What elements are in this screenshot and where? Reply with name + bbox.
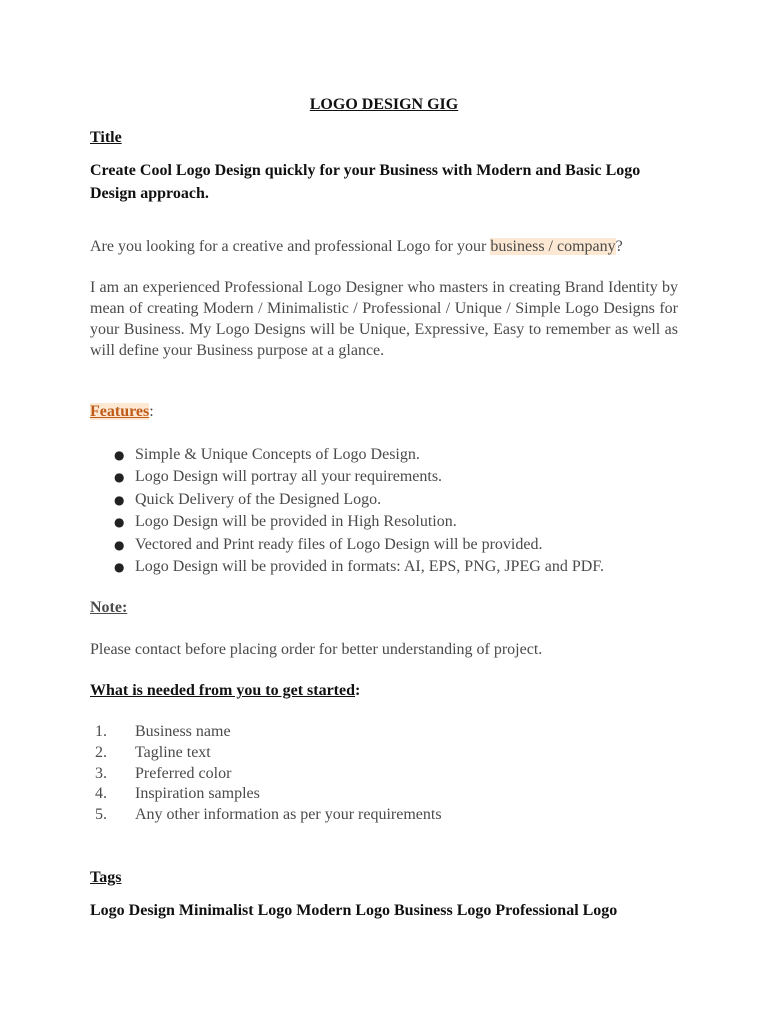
- bullet-icon: ●: [114, 560, 125, 575]
- bullet-icon: ●: [114, 448, 125, 462]
- list-item: [90, 805, 678, 826]
- list-item: [90, 511, 678, 533]
- list-item: [90, 743, 678, 764]
- needed-heading-colon: :: [355, 682, 361, 699]
- features-list: [90, 444, 678, 578]
- document-title: LOGO DESIGN GIG: [309, 96, 459, 113]
- question-paragraph: [90, 236, 678, 257]
- list-item-number: 2.: [95, 743, 107, 761]
- list-item-text: Preferred color: [135, 764, 232, 782]
- needed-list: [90, 722, 678, 826]
- list-item: [90, 722, 678, 743]
- list-item: [90, 556, 678, 578]
- list-item: [90, 489, 678, 511]
- list-item: [90, 534, 678, 556]
- note-text: Please contact before placing order for better understanding of project.: [90, 641, 543, 658]
- bullet-icon: ●: [114, 537, 125, 552]
- note-heading: Note:: [90, 599, 128, 616]
- features-heading: [90, 402, 154, 422]
- gig-title: Create Cool Logo Design quickly for your Business with Modern and Basic Logo Design approach.: [90, 162, 641, 202]
- features-heading-label: Features: [90, 403, 150, 420]
- list-item-number: 3.: [95, 764, 107, 782]
- list-item-text: Inspiration samples: [135, 785, 260, 803]
- highlighted-text: business / company: [490, 238, 616, 255]
- needed-heading-label: What is needed from you to get started: [90, 682, 356, 699]
- list-item-number: 1.: [95, 723, 107, 740]
- intro-paragraph: I am an experienced Professional Logo Designer who masters in creating Brand Identity by mean of creating Modern / Minimalistic / Professional / Unique / Simple Logo Designs for your Business. My Logo Designs will be Unique, Expressive, Easy to remember as well as will define your Business purpose at a glance.: [90, 279, 678, 359]
- list-item-text: Tagline text: [135, 743, 211, 761]
- title-heading: Title: [90, 129, 122, 146]
- list-item-text: Vectored and Print ready files of Logo Design will be provided.: [135, 535, 543, 553]
- question-mark: ?: [615, 238, 623, 255]
- list-item-number: 4.: [95, 785, 107, 803]
- list-item-text: Business name: [135, 723, 231, 740]
- tags-heading: Tags: [90, 869, 122, 886]
- question-text: Are you looking for a creative and professional Logo for your: [90, 238, 491, 255]
- list-item-text: Quick Delivery of the Designed Logo.: [135, 490, 382, 508]
- needed-heading: [90, 681, 360, 701]
- features-heading-colon: :: [149, 403, 154, 420]
- bullet-icon: ●: [114, 515, 125, 530]
- list-item: [90, 784, 678, 805]
- list-item-text: Logo Design will portray all your requirements.: [135, 468, 443, 486]
- list-item-text: Logo Design will be provided in formats: AI, EPS, PNG, JPEG and PDF.: [135, 558, 604, 576]
- bullet-icon: ●: [114, 492, 125, 507]
- list-item-number: 5.: [95, 806, 107, 824]
- list-item: [90, 466, 678, 488]
- list-item: [90, 444, 678, 466]
- list-item-text: Any other information as per your requirements: [135, 806, 442, 824]
- bullet-icon: ●: [114, 470, 125, 485]
- list-item-text: Logo Design will be provided in High Resolution.: [135, 513, 457, 531]
- list-item: [90, 764, 678, 785]
- tags-text: Logo Design Minimalist Logo Modern Logo Business Logo Professional Logo: [90, 902, 618, 919]
- list-item-text: Simple & Unique Concepts of Logo Design.: [135, 446, 420, 463]
